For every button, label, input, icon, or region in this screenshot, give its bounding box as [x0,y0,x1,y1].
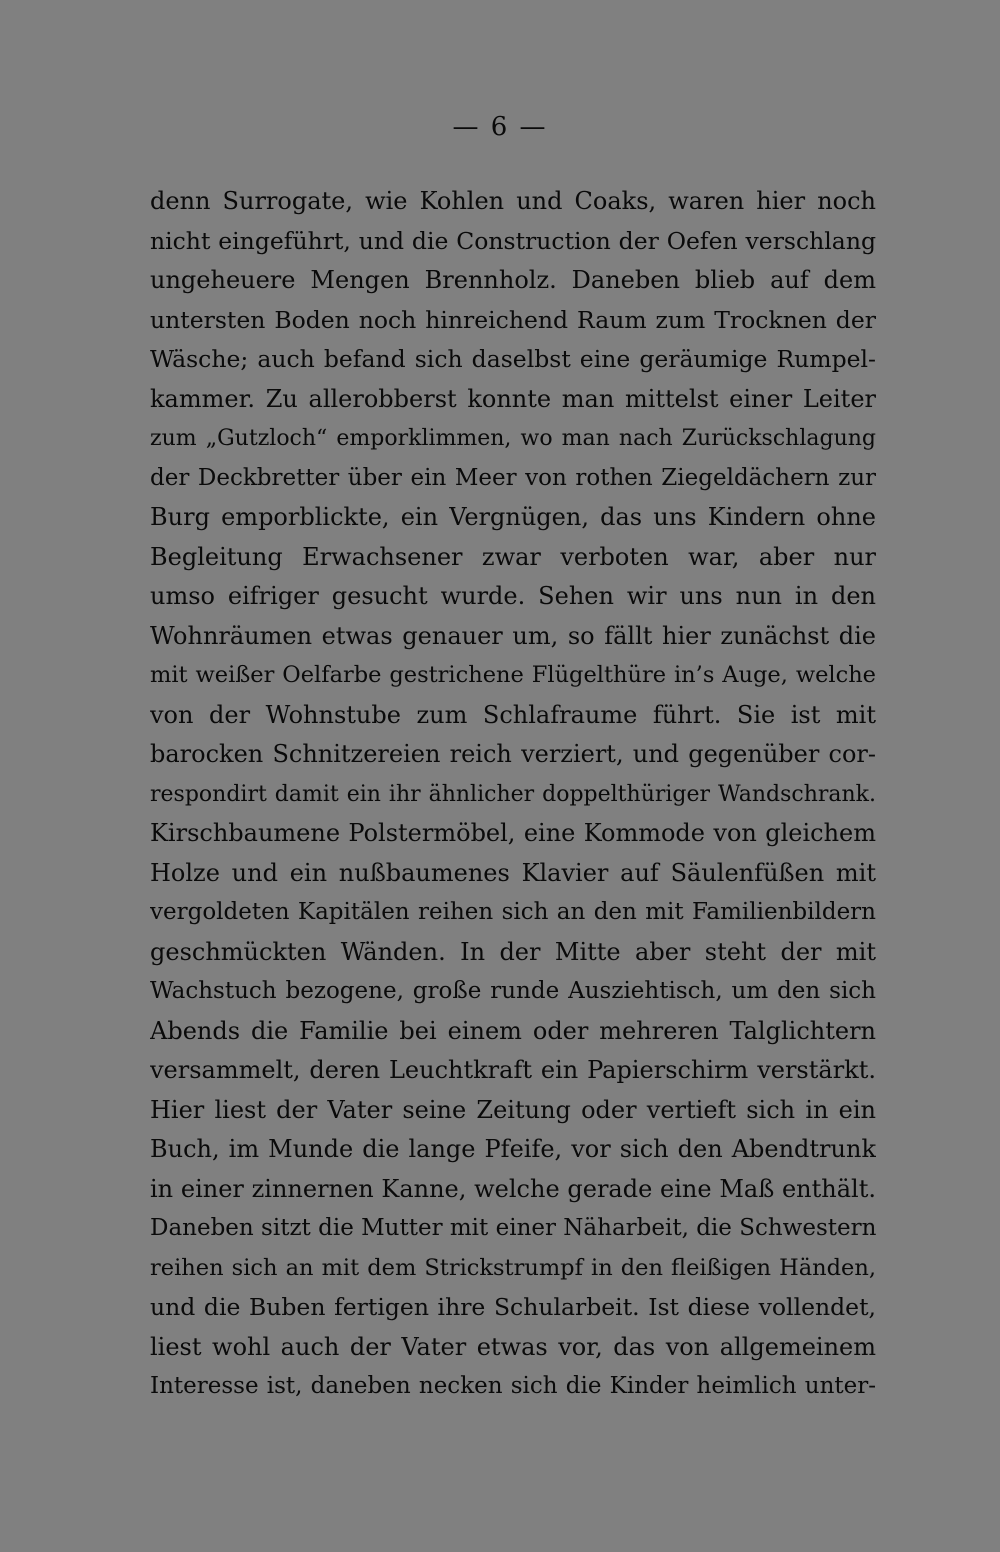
text-line: Interesse ist, daneben necken sich die Kinder heimlich unter- [150,1373,876,1399]
text-line: respondirt damit ein ihr ähnlicher doppelthüriger Wandschrank. [150,781,876,807]
body-text [150,182,876,1407]
text-line: geschmückten Wänden. In der Mitte aber steht der mit [150,937,876,966]
text-line: Wäsche; auch befand sich daselbst eine geräumige Rumpel- [150,345,876,373]
text-line: zum „Gutzloch“ emporklimmen, wo man nach Zurückschlagung [150,426,876,451]
text-line: vergoldeten Kapitälen reihen sich an den mit Familienbildern [150,899,876,925]
text-line: liest wohl auch der Vater etwas vor, das von allgemeinem [150,1332,876,1361]
text-line: Begleitung Erwachsener zwar verboten war, aber nur [150,542,876,571]
text-line: Buch, im Munde die lange Pfeife, vor sich den Abendtrunk [150,1135,876,1163]
text-line: Wachstuch bezogene, große runde Ausziehtisch, um den sich [150,978,876,1004]
text-line: barocken Schnitzereien reich verziert, und gegenüber cor- [150,740,876,768]
text-line: umso eifriger gesucht wurde. Sehen wir uns nun in den [150,582,876,610]
text-line: nicht eingeführt, und die Construction der Oefen verschlang [150,226,876,255]
text-line: versammelt, deren Leuchtkraft ein Papierschirm verstärkt. [150,1056,876,1084]
text-line: von der Wohnstube zum Schlafraume führt. Sie ist mit [150,700,876,729]
text-line: kammer. Zu allerobberst konnte man mittelst einer Leiter [150,384,876,413]
text-line: reihen sich an mit dem Strickstrumpf in den fleißigen Händen, [150,1254,876,1281]
text-line: untersten Boden noch hinreichend Raum zum Trocknen der [150,305,876,334]
text-line: und die Buben fertigen ihre Schularbeit. Ist diese vollendet, [150,1293,876,1321]
text-line: der Deckbretter über ein Meer von rothen Ziegeldächern zur [150,464,876,491]
text-line: Kirschbaumene Polstermöbel, eine Kommode von gleichem [150,819,876,847]
page-number: — 6 — [452,112,548,142]
text-line: Hier liest der Vater seine Zeitung oder vertieft sich in ein [150,1095,876,1124]
text-line: Daneben sitzt die Mutter mit einer Näharbeit, die Schwestern [150,1215,876,1241]
text-line: in einer zinnernen Kanne, welche gerade eine Maß enthält. [150,1174,876,1203]
text-line: Wohnräumen etwas genauer um, so fällt hier zunächst die [150,621,876,650]
text-line: ungeheuere Mengen Brennholz. Daneben blieb auf dem [150,266,876,294]
text-line: Holze und ein nußbaumenes Klavier auf Säulenfüßen mit [150,858,876,887]
text-line: mit weißer Oelfarbe gestrichene Flügelthüre in’s Auge, welche [150,662,876,688]
text-line: Abends die Familie bei einem oder mehreren Talglichtern [150,1016,876,1045]
text-line: Burg emporblickte, ein Vergnügen, das uns Kindern ohne [150,503,876,531]
text-line: denn Surrogate, wie Kohlen und Coaks, waren hier noch [150,187,876,215]
